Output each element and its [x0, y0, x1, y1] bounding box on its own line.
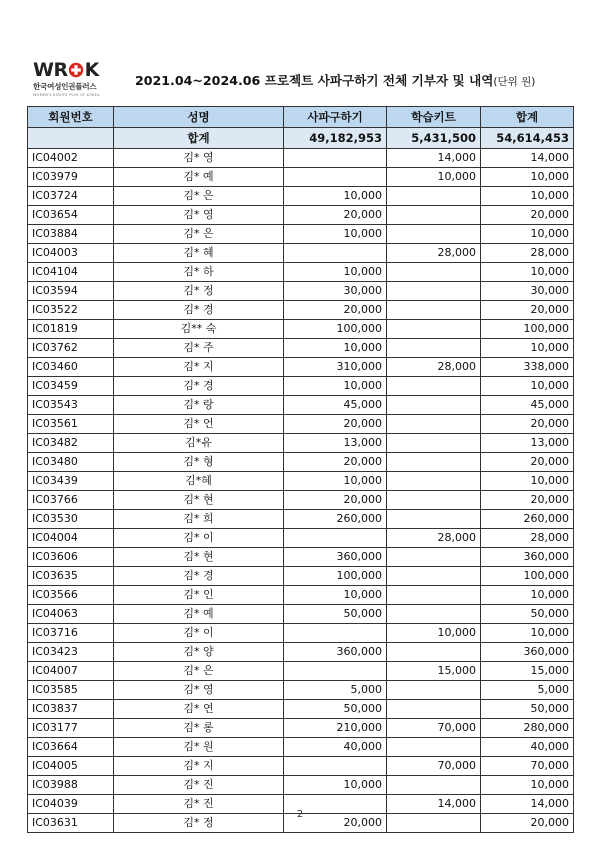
kit-amount-cell: 15,000: [387, 662, 481, 681]
name-cell: 김*혜: [114, 472, 284, 491]
member-id-cell: IC04005: [28, 757, 114, 776]
sum-amount-cell: 360,000: [481, 548, 574, 567]
kit-amount-cell: [387, 453, 481, 472]
name-cell: 김* 정: [114, 282, 284, 301]
member-id-cell: IC04063: [28, 605, 114, 624]
sapa-amount-cell: 310,000: [284, 358, 387, 377]
member-id-cell: IC03884: [28, 225, 114, 244]
member-id-cell: IC03480: [28, 453, 114, 472]
member-id-cell: IC03664: [28, 738, 114, 757]
name-cell: 김* 은: [114, 187, 284, 206]
kit-amount-cell: [387, 472, 481, 491]
sapa-amount-cell: [284, 149, 387, 168]
sum-amount-cell: 40,000: [481, 738, 574, 757]
logo-wordmark: [33, 60, 107, 80]
total-empty-cell: [28, 128, 114, 149]
sapa-amount-cell: 10,000: [284, 377, 387, 396]
table-row: [28, 377, 574, 396]
name-cell: 김* 영: [114, 681, 284, 700]
table-row: [28, 206, 574, 225]
member-id-cell: IC03837: [28, 700, 114, 719]
sapa-amount-cell: 20,000: [284, 206, 387, 225]
table-row: [28, 719, 574, 738]
name-cell: 김* 영: [114, 149, 284, 168]
member-id-cell: IC03423: [28, 643, 114, 662]
name-cell: 김* 영: [114, 206, 284, 225]
sapa-amount-cell: 100,000: [284, 320, 387, 339]
table-row: [28, 757, 574, 776]
kit-amount-cell: [387, 738, 481, 757]
kit-amount-cell: [387, 605, 481, 624]
sapa-amount-cell: 10,000: [284, 472, 387, 491]
page-number: 2: [296, 809, 304, 820]
kit-amount-cell: [387, 320, 481, 339]
kit-amount-cell: 10,000: [387, 168, 481, 187]
sapa-amount-cell: 260,000: [284, 510, 387, 529]
table-row: [28, 472, 574, 491]
table-row: [28, 643, 574, 662]
total-kit: 5,431,500: [387, 128, 481, 149]
sapa-amount-cell: 50,000: [284, 700, 387, 719]
sapa-amount-cell: 20,000: [284, 814, 387, 833]
table-row: [28, 586, 574, 605]
sapa-amount-cell: 10,000: [284, 339, 387, 358]
sum-amount-cell: 20,000: [481, 415, 574, 434]
member-id-cell: IC03606: [28, 548, 114, 567]
kit-amount-cell: [387, 206, 481, 225]
member-id-cell: IC03439: [28, 472, 114, 491]
member-id-cell: IC04007: [28, 662, 114, 681]
name-cell: 김* 인: [114, 586, 284, 605]
kit-amount-cell: [387, 510, 481, 529]
sum-amount-cell: 13,000: [481, 434, 574, 453]
member-id-cell: IC04039: [28, 795, 114, 814]
kit-amount-cell: [387, 282, 481, 301]
sapa-amount-cell: 210,000: [284, 719, 387, 738]
table-row: [28, 738, 574, 757]
name-cell: 김* 언: [114, 415, 284, 434]
name-cell: 김* 예: [114, 168, 284, 187]
table-row: [28, 662, 574, 681]
kit-amount-cell: [387, 586, 481, 605]
name-cell: 김* 지: [114, 757, 284, 776]
kit-amount-cell: [387, 187, 481, 206]
kit-amount-cell: [387, 263, 481, 282]
sum-amount-cell: 15,000: [481, 662, 574, 681]
table-row: [28, 187, 574, 206]
sapa-amount-cell: 20,000: [284, 491, 387, 510]
member-id-cell: IC03177: [28, 719, 114, 738]
sapa-amount-cell: [284, 662, 387, 681]
kit-amount-cell: [387, 681, 481, 700]
name-cell: 김* 양: [114, 643, 284, 662]
sapa-amount-cell: 10,000: [284, 263, 387, 282]
name-cell: 김* 형: [114, 453, 284, 472]
kit-amount-cell: 14,000: [387, 149, 481, 168]
table-row: [28, 434, 574, 453]
sapa-amount-cell: 45,000: [284, 396, 387, 415]
sum-amount-cell: 20,000: [481, 453, 574, 472]
sapa-amount-cell: 5,000: [284, 681, 387, 700]
table-row: [28, 263, 574, 282]
sum-amount-cell: 100,000: [481, 320, 574, 339]
name-cell: 김* 랑: [114, 396, 284, 415]
member-id-cell: IC04002: [28, 149, 114, 168]
kit-amount-cell: [387, 396, 481, 415]
sum-amount-cell: 20,000: [481, 814, 574, 833]
name-cell: 김* 진: [114, 776, 284, 795]
table-row: [28, 225, 574, 244]
logo-word-left: WR: [33, 59, 68, 81]
sapa-amount-cell: 10,000: [284, 776, 387, 795]
name-cell: 김* 예: [114, 605, 284, 624]
member-id-cell: IC04004: [28, 529, 114, 548]
sum-amount-cell: 10,000: [481, 225, 574, 244]
table-row: [28, 681, 574, 700]
member-id-cell: IC03460: [28, 358, 114, 377]
title-text: 2021.04~2024.06 프로젝트 사파구하기 전체 기부자 및 내역: [135, 73, 494, 88]
header-name: 성명: [114, 107, 284, 128]
sum-amount-cell: 50,000: [481, 700, 574, 719]
kit-amount-cell: [387, 548, 481, 567]
table-row: [28, 396, 574, 415]
table-row: [28, 358, 574, 377]
sum-amount-cell: 10,000: [481, 168, 574, 187]
name-cell: 김* 연: [114, 700, 284, 719]
name-cell: 김* 이: [114, 624, 284, 643]
table-row: [28, 339, 574, 358]
sum-amount-cell: 338,000: [481, 358, 574, 377]
sum-amount-cell: 45,000: [481, 396, 574, 415]
sum-amount-cell: 10,000: [481, 187, 574, 206]
member-id-cell: IC01819: [28, 320, 114, 339]
kit-amount-cell: 28,000: [387, 529, 481, 548]
member-id-cell: IC03530: [28, 510, 114, 529]
table-row: [28, 491, 574, 510]
kit-amount-cell: [387, 301, 481, 320]
sapa-amount-cell: [284, 624, 387, 643]
member-id-cell: IC03585: [28, 681, 114, 700]
sum-amount-cell: 14,000: [481, 795, 574, 814]
table-row: [28, 453, 574, 472]
table-row: [28, 282, 574, 301]
sapa-amount-cell: [284, 168, 387, 187]
member-id-cell: IC03988: [28, 776, 114, 795]
heart-cross-icon: [68, 62, 84, 78]
sapa-amount-cell: 13,000: [284, 434, 387, 453]
sum-amount-cell: 10,000: [481, 776, 574, 795]
member-id-cell: IC03766: [28, 491, 114, 510]
total-sum: 54,614,453: [481, 128, 574, 149]
sum-amount-cell: 28,000: [481, 244, 574, 263]
header-kit: 학습키트: [387, 107, 481, 128]
unit-note: (단위 원): [493, 76, 536, 88]
kit-amount-cell: [387, 700, 481, 719]
table-row: [28, 776, 574, 795]
member-id-cell: IC03724: [28, 187, 114, 206]
table-row: [28, 244, 574, 263]
table-row: [28, 567, 574, 586]
name-cell: 김** 숙: [114, 320, 284, 339]
member-id-cell: IC03459: [28, 377, 114, 396]
kit-amount-cell: [387, 415, 481, 434]
member-id-cell: IC03654: [28, 206, 114, 225]
sum-amount-cell: 70,000: [481, 757, 574, 776]
kit-amount-cell: 70,000: [387, 719, 481, 738]
sum-amount-cell: 50,000: [481, 605, 574, 624]
header-row: [28, 107, 574, 128]
sum-amount-cell: 5,000: [481, 681, 574, 700]
table-row: [28, 548, 574, 567]
name-cell: 김* 이: [114, 529, 284, 548]
member-id-cell: IC03522: [28, 301, 114, 320]
logo-korean-name: 한국여성인권플러스: [33, 82, 97, 91]
sapa-amount-cell: 360,000: [284, 643, 387, 662]
sum-amount-cell: 360,000: [481, 643, 574, 662]
table-row: [28, 624, 574, 643]
sapa-amount-cell: 20,000: [284, 301, 387, 320]
name-cell: 김*유: [114, 434, 284, 453]
sum-amount-cell: 280,000: [481, 719, 574, 738]
member-id-cell: IC03635: [28, 567, 114, 586]
sum-amount-cell: 10,000: [481, 339, 574, 358]
table-row: [28, 529, 574, 548]
kit-amount-cell: [387, 491, 481, 510]
kit-amount-cell: 14,000: [387, 795, 481, 814]
table-row: [28, 320, 574, 339]
kit-amount-cell: 10,000: [387, 624, 481, 643]
table-row: [28, 168, 574, 187]
name-cell: 김* 롱: [114, 719, 284, 738]
kit-amount-cell: [387, 776, 481, 795]
name-cell: 김* 은: [114, 662, 284, 681]
sum-amount-cell: 10,000: [481, 586, 574, 605]
logo-english-name: WOMEN'S RIGHTS PLUS OF KOREA: [33, 93, 100, 97]
sum-amount-cell: 100,000: [481, 567, 574, 586]
kit-amount-cell: [387, 434, 481, 453]
kit-amount-cell: [387, 567, 481, 586]
kit-amount-cell: 28,000: [387, 358, 481, 377]
total-row: [28, 128, 574, 149]
header-member-id: 회원번호: [28, 107, 114, 128]
sapa-amount-cell: [284, 529, 387, 548]
sum-amount-cell: 10,000: [481, 263, 574, 282]
kit-amount-cell: 70,000: [387, 757, 481, 776]
sum-amount-cell: 28,000: [481, 529, 574, 548]
sapa-amount-cell: 10,000: [284, 586, 387, 605]
member-id-cell: IC03594: [28, 282, 114, 301]
name-cell: 김* 경: [114, 567, 284, 586]
name-cell: 김* 은: [114, 225, 284, 244]
name-cell: 김* 현: [114, 548, 284, 567]
name-cell: 김* 하: [114, 263, 284, 282]
name-cell: 김* 혜: [114, 244, 284, 263]
document-title: [135, 70, 535, 89]
sapa-amount-cell: 20,000: [284, 453, 387, 472]
total-label: 합계: [114, 128, 284, 149]
member-id-cell: IC03631: [28, 814, 114, 833]
name-cell: 김* 원: [114, 738, 284, 757]
sapa-amount-cell: 40,000: [284, 738, 387, 757]
sapa-amount-cell: 100,000: [284, 567, 387, 586]
header-sum: 합계: [481, 107, 574, 128]
sum-amount-cell: 30,000: [481, 282, 574, 301]
member-id-cell: IC03979: [28, 168, 114, 187]
name-cell: 김* 정: [114, 814, 284, 833]
kit-amount-cell: [387, 339, 481, 358]
table-row: [28, 605, 574, 624]
table-row: [28, 510, 574, 529]
table-row: [28, 415, 574, 434]
member-id-cell: IC03566: [28, 586, 114, 605]
sum-amount-cell: 10,000: [481, 624, 574, 643]
table-row: [28, 700, 574, 719]
member-id-cell: IC04003: [28, 244, 114, 263]
member-id-cell: IC03482: [28, 434, 114, 453]
name-cell: 김* 주: [114, 339, 284, 358]
kit-amount-cell: [387, 225, 481, 244]
table-row: [28, 149, 574, 168]
sapa-amount-cell: 50,000: [284, 605, 387, 624]
sum-amount-cell: 10,000: [481, 377, 574, 396]
member-id-cell: IC03762: [28, 339, 114, 358]
sapa-amount-cell: [284, 244, 387, 263]
sapa-amount-cell: 10,000: [284, 187, 387, 206]
sapa-amount-cell: 30,000: [284, 282, 387, 301]
name-cell: 김* 경: [114, 301, 284, 320]
sum-amount-cell: 20,000: [481, 206, 574, 225]
name-cell: 김* 진: [114, 795, 284, 814]
kit-amount-cell: 28,000: [387, 244, 481, 263]
name-cell: 김* 경: [114, 377, 284, 396]
header-sapa: 사파구하기: [284, 107, 387, 128]
kit-amount-cell: [387, 377, 481, 396]
name-cell: 김* 지: [114, 358, 284, 377]
sum-amount-cell: 260,000: [481, 510, 574, 529]
logo-word-right: K: [84, 59, 99, 81]
member-id-cell: IC03543: [28, 396, 114, 415]
member-id-cell: IC03716: [28, 624, 114, 643]
name-cell: 김* 희: [114, 510, 284, 529]
member-id-cell: IC04104: [28, 263, 114, 282]
total-sapa: 49,182,953: [284, 128, 387, 149]
sapa-amount-cell: 10,000: [284, 225, 387, 244]
sum-amount-cell: 20,000: [481, 301, 574, 320]
sapa-amount-cell: [284, 757, 387, 776]
member-id-cell: IC03561: [28, 415, 114, 434]
organization-logo: [33, 60, 107, 104]
kit-amount-cell: [387, 643, 481, 662]
sapa-amount-cell: 20,000: [284, 415, 387, 434]
sum-amount-cell: 14,000: [481, 149, 574, 168]
sum-amount-cell: 10,000: [481, 472, 574, 491]
name-cell: 김* 현: [114, 491, 284, 510]
donor-table: [27, 106, 574, 833]
sapa-amount-cell: 360,000: [284, 548, 387, 567]
sum-amount-cell: 20,000: [481, 491, 574, 510]
table-row: [28, 301, 574, 320]
